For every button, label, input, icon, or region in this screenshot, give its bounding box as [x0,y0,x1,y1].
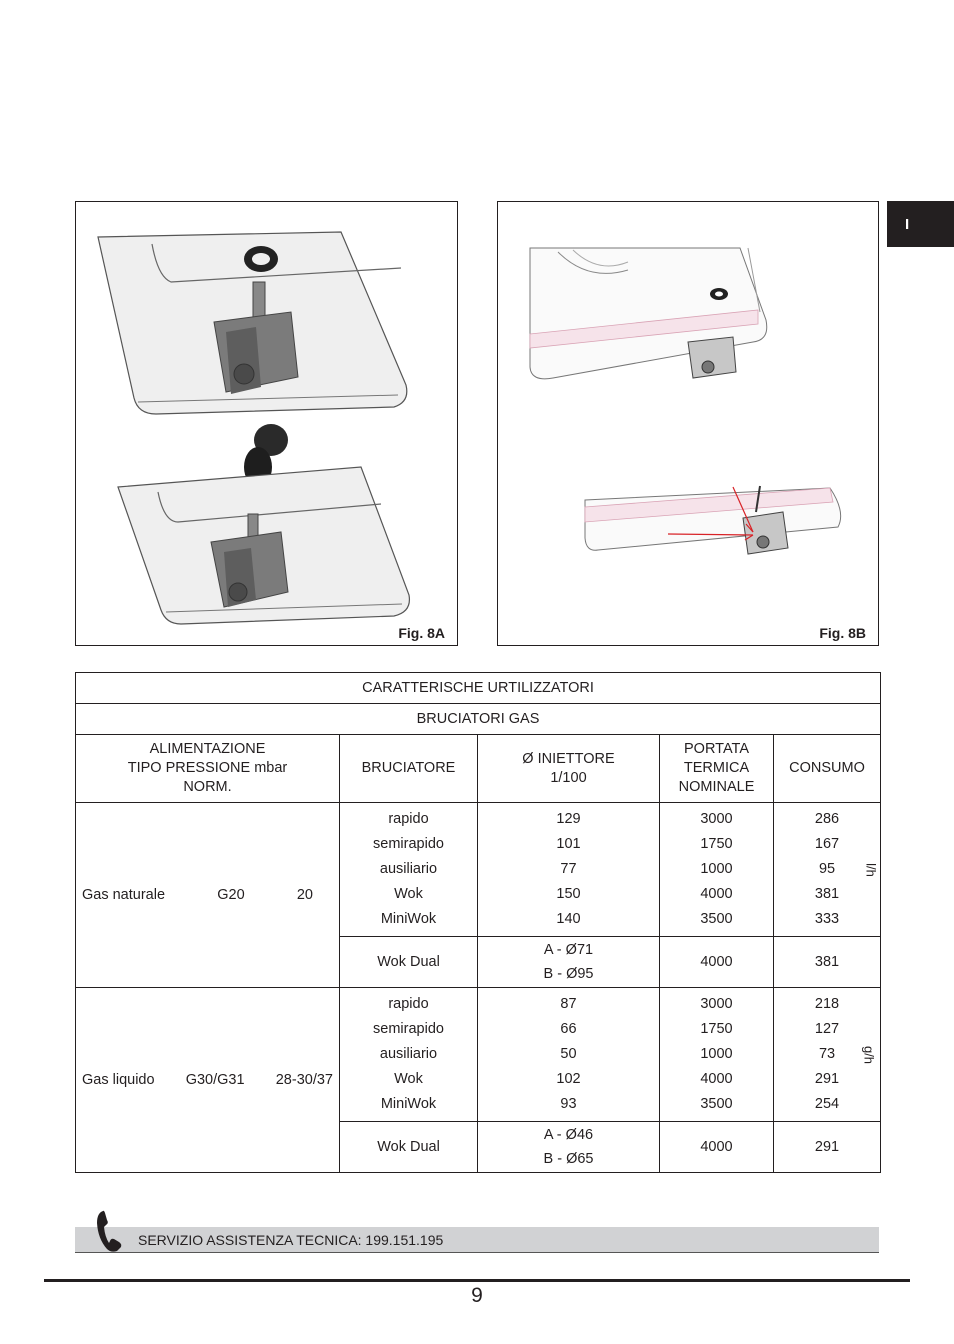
power-list: 3000 1750 1000 4000 3500 [660,988,774,1122]
unit-label: l/h [863,862,879,877]
gas-type-cell [76,988,340,1173]
service-text: SERVIZIO ASSISTENZA TECNICA: 199.151.195 [138,1232,444,1248]
language-tab: I [887,201,954,247]
page-number: 9 [471,1284,483,1307]
dual-injector: A - Ø46 B - Ø65 [478,1122,660,1173]
gas-code: G30/G31 [185,1072,245,1088]
gas-pressure: 28-30/37 [275,1072,333,1088]
dual-injector: A - Ø71 B - Ø95 [478,937,660,988]
table-row [76,988,881,1122]
injector-list: 129 101 77 150 140 [478,803,660,937]
figure-8b-caption: Fig. 8B [819,625,866,641]
hob-valve-illustration [76,202,458,646]
unit-label: g/h [861,1045,877,1064]
dual-power: 4000 [660,937,774,988]
dual-consumption: 291 [774,1122,881,1173]
table-subtitle: BRUCIATORI GAS [76,704,881,735]
gas-pressure: 20 [296,887,313,903]
gas-name: Gas naturale [82,887,166,903]
header-consumption: CONSUMO [774,735,881,803]
consumption-list: 218 127 73 291 254 g/h [774,988,881,1122]
gas-name: Gas liquido [82,1072,155,1088]
header-supply: ALIMENTAZIONE TIPO PRESSIONE mbar NORM. [76,735,340,803]
dual-consumption: 381 [774,937,881,988]
table-title: CARATTERISCHE URTILIZZATORI [76,673,881,704]
consumption-list: 286 167 95 381 333 l/h [774,803,881,937]
dual-burner: Wok Dual [340,1122,478,1173]
header-injector: Ø INIETTORE 1/100 [478,735,660,803]
gas-code: G20 [217,887,245,903]
dual-burner: Wok Dual [340,937,478,988]
header-burner: BRUCIATORE [340,735,478,803]
burner-list: rapido semirapido ausiliario Wok MiniWok [340,988,478,1122]
power-list: 3000 1750 1000 4000 3500 [660,803,774,937]
header-thermal-power: PORTATA TERMICA NOMINALE [660,735,774,803]
injector-list: 87 66 50 102 93 [478,988,660,1122]
injector-illustration [498,202,879,646]
table-header-row [76,735,881,803]
footer-rule [44,1279,910,1282]
table-row [76,803,881,937]
gas-burners-table [75,672,881,1173]
telephone-icon [95,1209,125,1253]
service-bar [75,1227,879,1253]
figure-8a [75,201,458,646]
gas-type-cell [76,803,340,988]
figure-8a-caption: Fig. 8A [398,625,445,641]
figure-8b [497,201,879,646]
burner-list: rapido semirapido ausiliario Wok MiniWok [340,803,478,937]
dual-power: 4000 [660,1122,774,1173]
